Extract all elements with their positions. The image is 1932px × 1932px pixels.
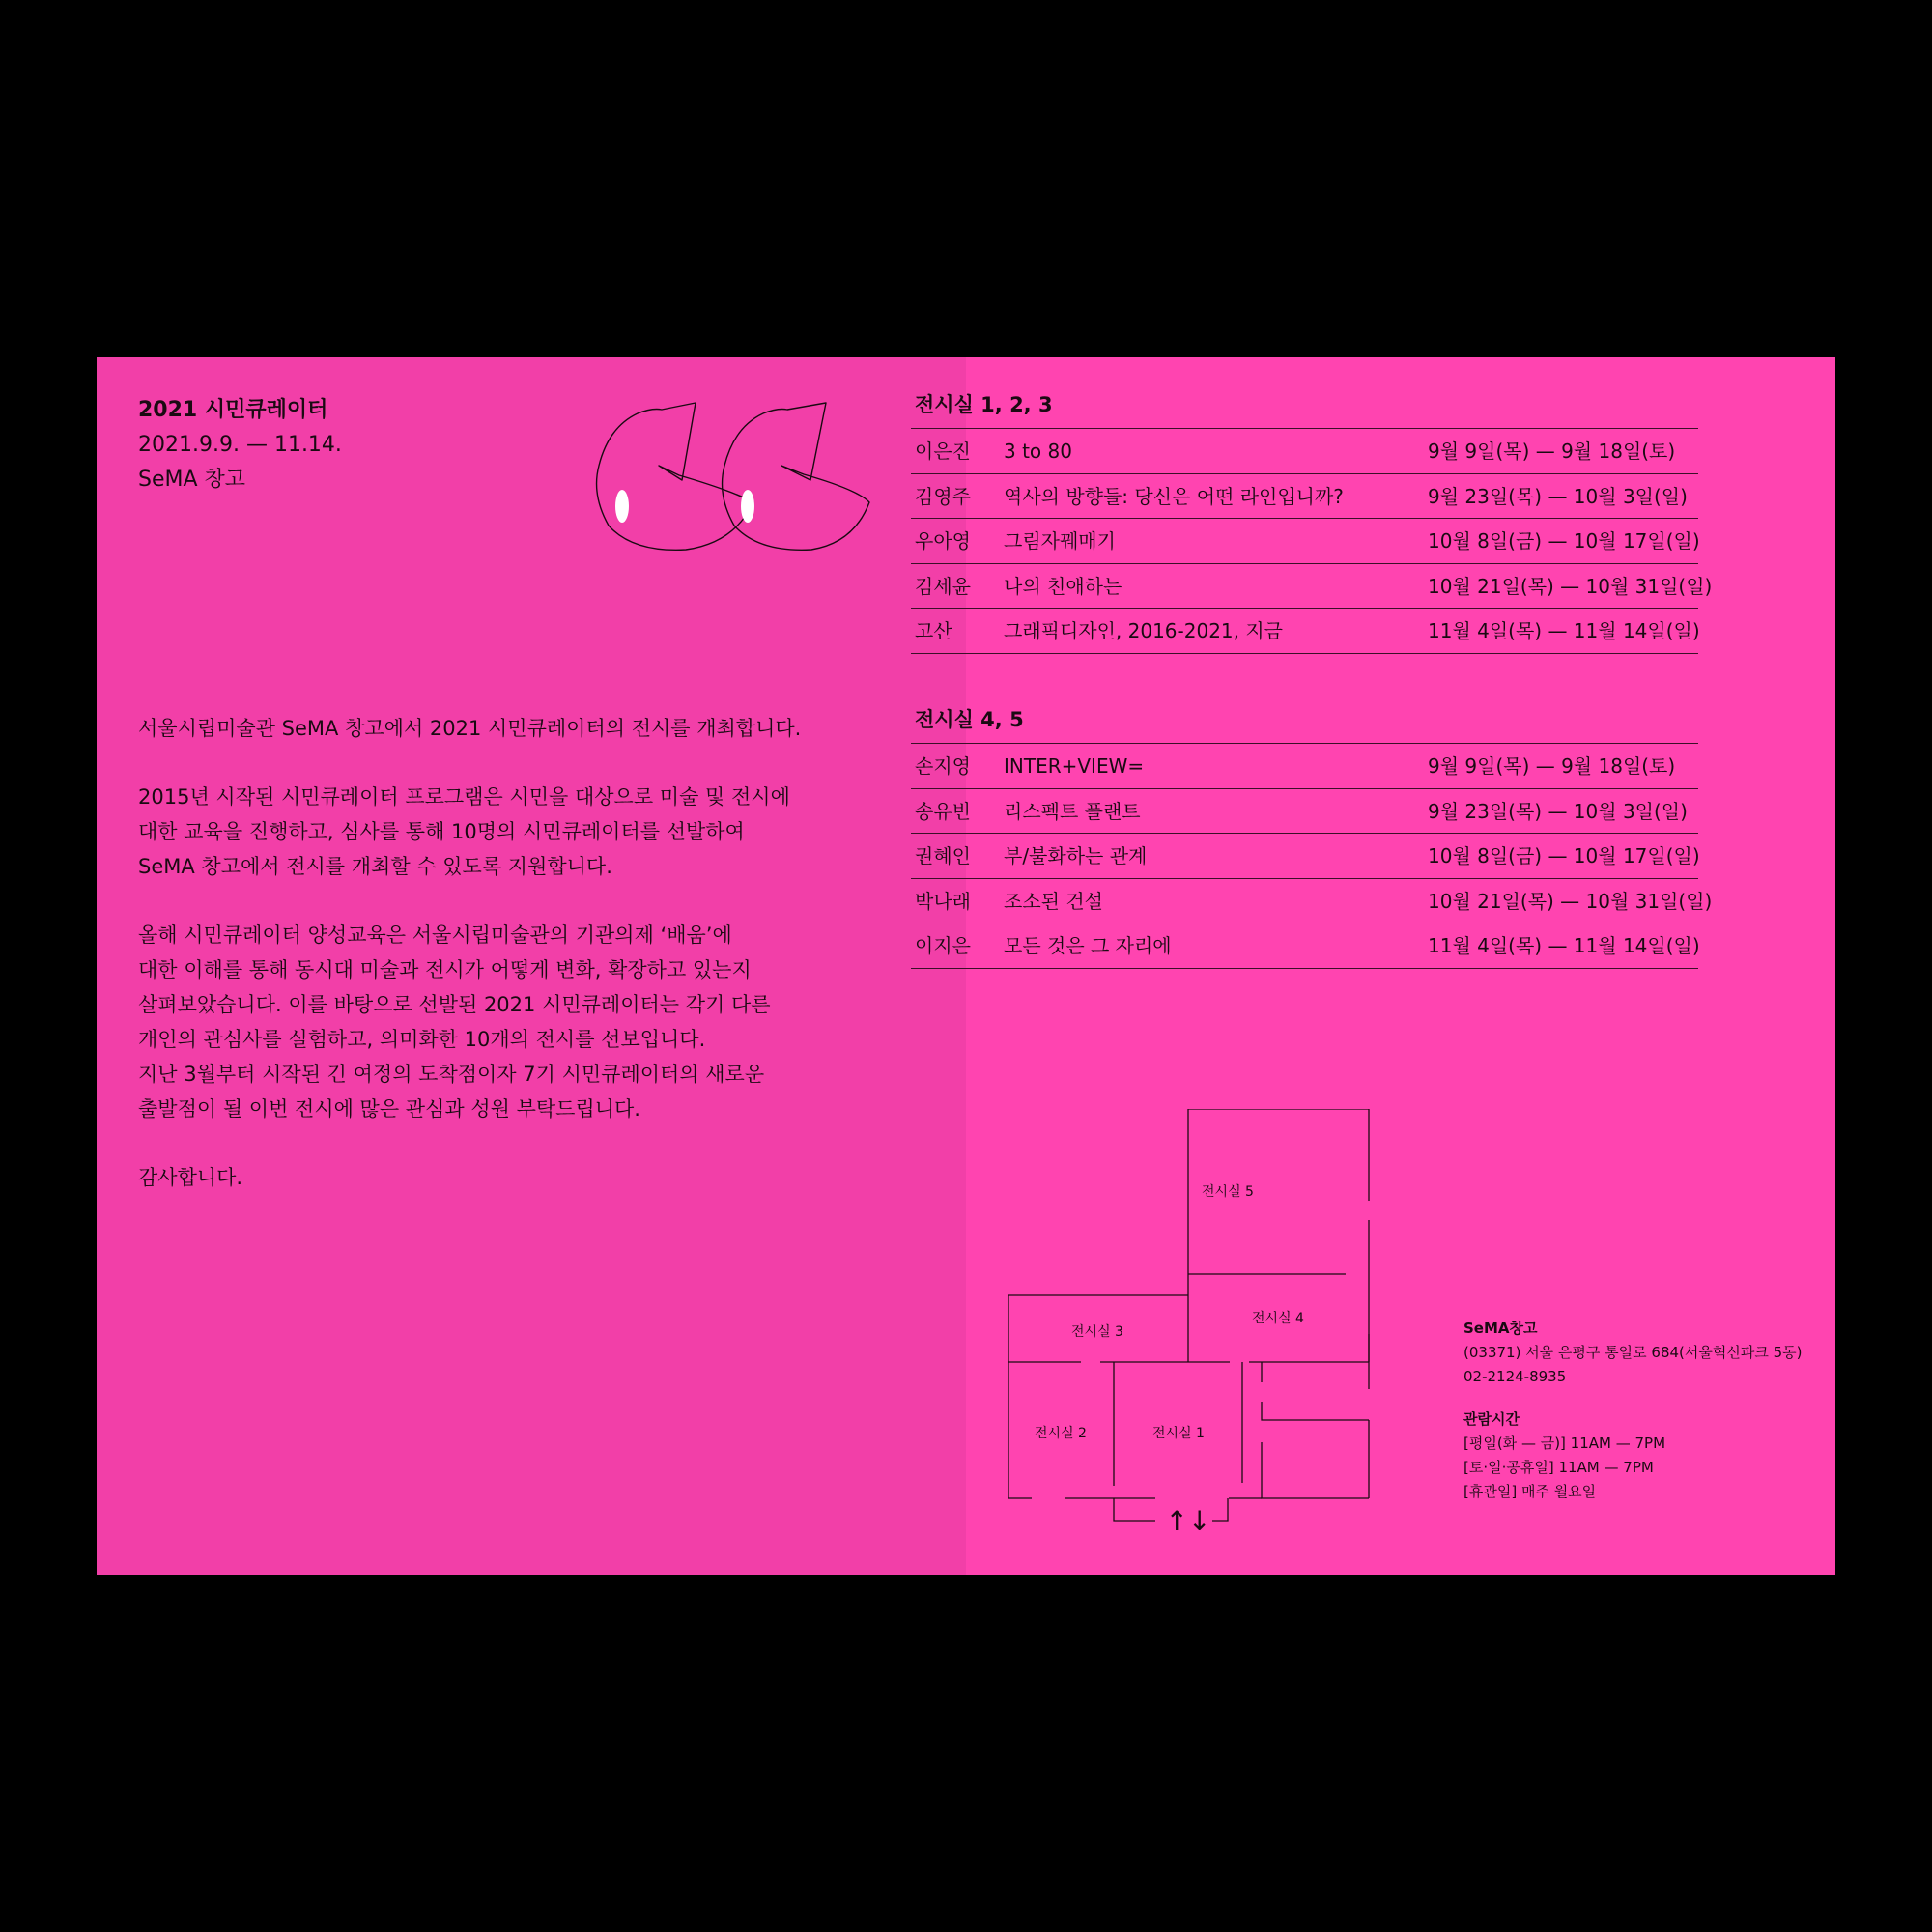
venue-name: SeMA창고 — [1463, 1320, 1538, 1337]
exhibition-period: 10월 8일(금) — 10월 17일(일) — [1428, 844, 1700, 868]
hours-title: 관람시간 — [1463, 1410, 1520, 1428]
exhibition-name: 나의 친애하는 — [1004, 574, 1122, 598]
floor-plan — [1008, 1109, 1370, 1539]
exhibition-venue: SeMA 창고 — [138, 468, 246, 492]
curator-name: 우아영 — [915, 529, 971, 554]
exhibition-name: 부/불화하는 관계 — [1004, 844, 1148, 868]
exhibition-period: 11월 4일(목) — 11월 14일(일) — [1428, 934, 1700, 958]
exhibition-period: 9월 9일(목) — 9월 18일(토) — [1428, 754, 1676, 778]
intro-text — [138, 711, 872, 1229]
intro-closing: 감사합니다. — [138, 1166, 243, 1189]
curator-name: 송유빈 — [915, 799, 971, 823]
room-1-label: 전시실 1 — [1152, 1426, 1205, 1441]
schedule-row — [911, 564, 1713, 610]
exhibition-dates: 2021.9.9. — 11.14. — [138, 433, 342, 457]
schedule-row — [911, 923, 1698, 969]
intro-paragraph-2: 2015년 시작된 시민큐레이터 프로그램은 시민을 대상으로 미술 및 전시에 대한 교육을 진행하고, 심사를 통해 10명의 시민큐레이터를 선발하여 SeMA 창고에서 전시를 개최할 수 있도록 지원합니다. — [138, 785, 790, 878]
venue-info — [1463, 1317, 1803, 1504]
schedule-row — [911, 429, 1698, 474]
schedule-rooms-4-5 — [911, 696, 1713, 969]
exhibition-name: 역사의 방향들: 당신은 어떤 라인입니까? — [1004, 484, 1344, 508]
schedule-row — [911, 519, 1698, 564]
schedule-rooms-1-2-3 — [911, 382, 1713, 654]
exhibition-name: 조소된 건설 — [1004, 889, 1103, 913]
logo-dot-left — [615, 490, 629, 523]
exhibition-period: 9월 23일(목) — 10월 3일(일) — [1428, 799, 1688, 823]
exhibition-period: 11월 4일(목) — 11월 14일(일) — [1428, 619, 1700, 643]
left-page — [97, 357, 966, 1575]
curator-name: 김영주 — [915, 484, 971, 508]
intro-paragraph-3: 올해 시민큐레이터 양성교육은 서울시립미술관의 기관의제 ‘배움’에 대한 이해를 통해 동시대 미술과 전시가 어떻게 변화, 확장하고 있는지 살펴보았습니다. 이를 바탕으로 선발된 2021 시민큐레이터는 각기 다른 개인의 관심사를 실험하고, 의미화한 10개의 전시를 선보입니다. 지난 3월부터 시작된 긴 여정의 도착점이자 7기 시민큐레이터의 새로운 출발점이 될 이번 전시에 많은 관심과 성원 부탁드립니다. — [138, 923, 771, 1121]
schedule-row — [911, 609, 1698, 654]
room-5-label: 전시실 5 — [1202, 1184, 1254, 1200]
exhibition-period: 10월 8일(금) — 10월 17일(일) — [1428, 529, 1700, 554]
venue-phone: 02-2124-8935 — [1463, 1368, 1567, 1385]
exhibition-period: 9월 9일(목) — 9월 18일(토) — [1428, 440, 1676, 463]
room-2-label: 전시실 2 — [1035, 1426, 1087, 1441]
exhibition-title: 2021 시민큐레이터 — [138, 398, 328, 422]
schedule-row — [911, 789, 1698, 835]
exhibition-name: 그림자꿰매기 — [1004, 529, 1116, 554]
schedule-row — [911, 834, 1698, 879]
exhibition-period: 10월 21일(목) — 10월 31일(일) — [1428, 574, 1713, 598]
curator-name: 박나래 — [915, 889, 971, 913]
exhibition-period: 10월 21일(목) — 10월 31일(일) — [1428, 889, 1713, 913]
exhibition-name: 리스펙트 플랜트 — [1004, 799, 1141, 823]
hours-weekend: [토·일·공휴일] 11AM — 7PM — [1463, 1459, 1654, 1476]
exhibition-period: 9월 23일(목) — 10월 3일(일) — [1428, 484, 1688, 508]
curator-name: 손지영 — [915, 754, 971, 778]
curator-name: 고산 — [915, 619, 952, 643]
cc-logo-icon — [589, 398, 932, 553]
section-title: 전시실 1, 2, 3 — [911, 382, 1698, 429]
schedule-row — [911, 474, 1698, 520]
exhibition-header — [138, 393, 342, 497]
curator-name: 이지은 — [915, 934, 971, 958]
exhibition-name: 모든 것은 그 자리에 — [1004, 934, 1172, 958]
curator-name: 권혜인 — [915, 844, 971, 868]
entrance-arrows-icon: ↑↓ — [1165, 1505, 1211, 1537]
curator-name: 김세윤 — [915, 574, 971, 598]
hours-weekday: [평일(화 — 금)] 11AM — 7PM — [1463, 1435, 1666, 1452]
section-title: 전시실 4, 5 — [911, 696, 1698, 744]
room-4-label: 전시실 4 — [1252, 1311, 1304, 1326]
room-3-label: 전시실 3 — [1071, 1324, 1123, 1340]
exhibition-name: 3 to 80 — [1004, 440, 1072, 463]
schedule-row — [911, 879, 1713, 924]
curator-name: 이은진 — [915, 440, 971, 463]
venue-address: (03371) 서울 은평구 통일로 684(서울혁신파크 5동) — [1463, 1344, 1803, 1361]
exhibition-name: INTER+VIEW= — [1004, 754, 1145, 778]
hours-closed: [휴관일] 매주 월요일 — [1463, 1483, 1597, 1500]
logo-dot-right — [741, 490, 754, 523]
schedule-row — [911, 744, 1698, 789]
intro-paragraph-1: 서울시립미술관 SeMA 창고에서 2021 시민큐레이터의 전시를 개최합니다. — [138, 717, 802, 740]
exhibition-name: 그래픽디자인, 2016-2021, 지금 — [1004, 619, 1284, 643]
